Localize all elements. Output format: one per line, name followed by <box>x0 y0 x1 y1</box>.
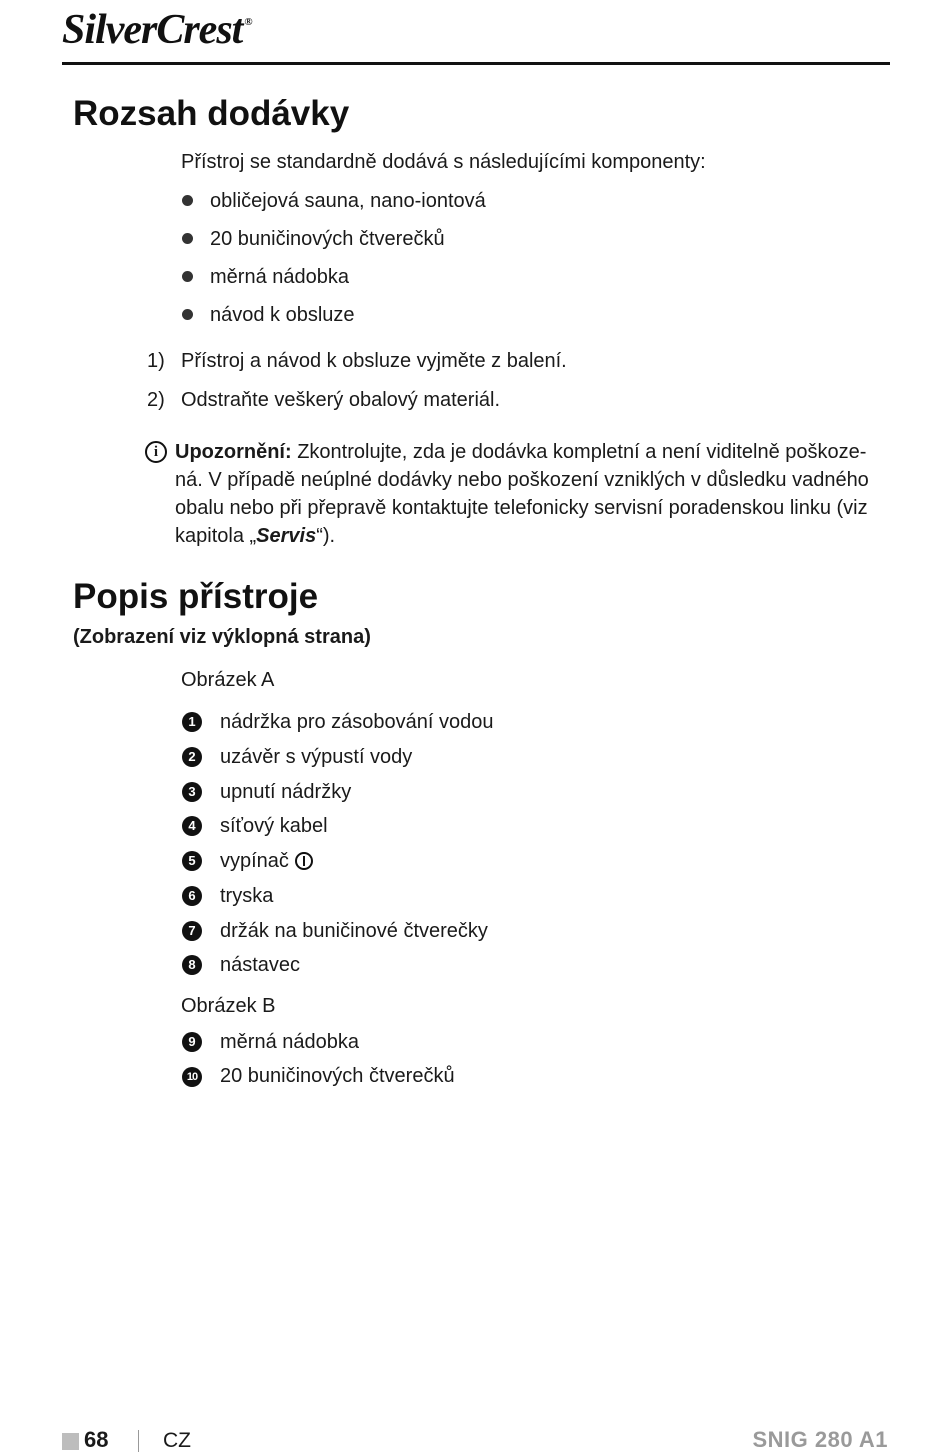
part-item: držák na buničinové čtverečky <box>220 920 488 942</box>
note-line <box>175 438 880 466</box>
note-box <box>145 438 880 550</box>
brand-logo <box>62 6 252 54</box>
number-icon: 2 <box>182 747 202 767</box>
note-text: kapitola „ <box>175 525 257 547</box>
number-icon: 4 <box>182 816 202 836</box>
info-icon: i <box>145 441 167 463</box>
section-title-description: Popis přístroje <box>73 577 319 616</box>
note-line <box>175 522 880 550</box>
bullet-icon <box>182 195 193 206</box>
bullet-icon <box>182 271 193 282</box>
step-number: 2) <box>147 389 165 411</box>
number-icon: 10 <box>182 1067 202 1087</box>
part-item: nástavec <box>220 954 301 976</box>
registered-mark: ® <box>244 16 252 28</box>
number-icon: 9 <box>182 1032 202 1052</box>
language-code: CZ <box>163 1429 191 1452</box>
step-number: 1) <box>147 350 165 372</box>
note-text: “). <box>316 525 336 547</box>
bullet-icon <box>182 309 193 320</box>
part-item-switch <box>220 847 313 875</box>
part-item: uzávěr s výpustí vody <box>220 746 413 768</box>
delivery-intro: Přístroj se standardně dodává s následujícími komponenty: <box>181 151 706 173</box>
delivery-bullet: obličejová sauna, nano-iontová <box>210 190 486 212</box>
part-item: síťový kabel <box>220 815 328 837</box>
note-text: Zkontrolujte, zda je dodávka kompletní a není viditelně poškoze- <box>297 441 867 463</box>
number-icon: 1 <box>182 712 202 732</box>
footer-square-icon <box>62 1433 79 1450</box>
section-subtitle: (Zobrazení viz výklopná strana) <box>73 626 371 648</box>
number-icon: 7 <box>182 921 202 941</box>
footer-separator <box>138 1430 139 1452</box>
part-item: upnutí nádržky <box>220 781 352 803</box>
number-icon: 8 <box>182 955 202 975</box>
brand-name: SilverCrest <box>62 7 243 53</box>
page-number: 68 <box>84 1427 109 1452</box>
delivery-bullet: návod k obsluze <box>210 304 355 326</box>
power-icon <box>295 852 313 870</box>
part-item-text: vypínač <box>220 850 289 872</box>
step-text: Odstraňte veškerý obalový materiál. <box>181 389 501 411</box>
delivery-bullet: 20 buničinových čtverečků <box>210 228 445 250</box>
note-line: ná. V případě neúplné dodávky nebo poškození vzniklých v důsledku vadného <box>175 469 869 491</box>
number-icon: 6 <box>182 886 202 906</box>
note-line: obalu nebo při přepravě kontaktujte telefonicky servisní poradenskou linku (viz <box>175 497 868 519</box>
bullet-icon <box>182 233 193 244</box>
step-text: Přístroj a návod k obsluze vyjměte z balení. <box>181 350 567 372</box>
header-rule <box>62 62 890 65</box>
note-label: Upozornění: <box>175 441 292 463</box>
part-item: 20 buničinových čtverečků <box>220 1065 455 1087</box>
delivery-bullet: měrná nádobka <box>210 266 349 288</box>
part-item: tryska <box>220 885 274 907</box>
number-icon: 3 <box>182 782 202 802</box>
servis-reference: Servis <box>256 525 317 547</box>
section-title-delivery: Rozsah dodávky <box>73 94 350 133</box>
part-item: nádržka pro zásobování vodou <box>220 711 494 733</box>
figure-a-label: Obrázek A <box>181 669 275 691</box>
part-item: měrná nádobka <box>220 1031 359 1053</box>
model-number: SNIG 280 A1 <box>752 1427 888 1452</box>
figure-b-label: Obrázek B <box>181 995 276 1017</box>
number-icon: 5 <box>182 851 202 871</box>
